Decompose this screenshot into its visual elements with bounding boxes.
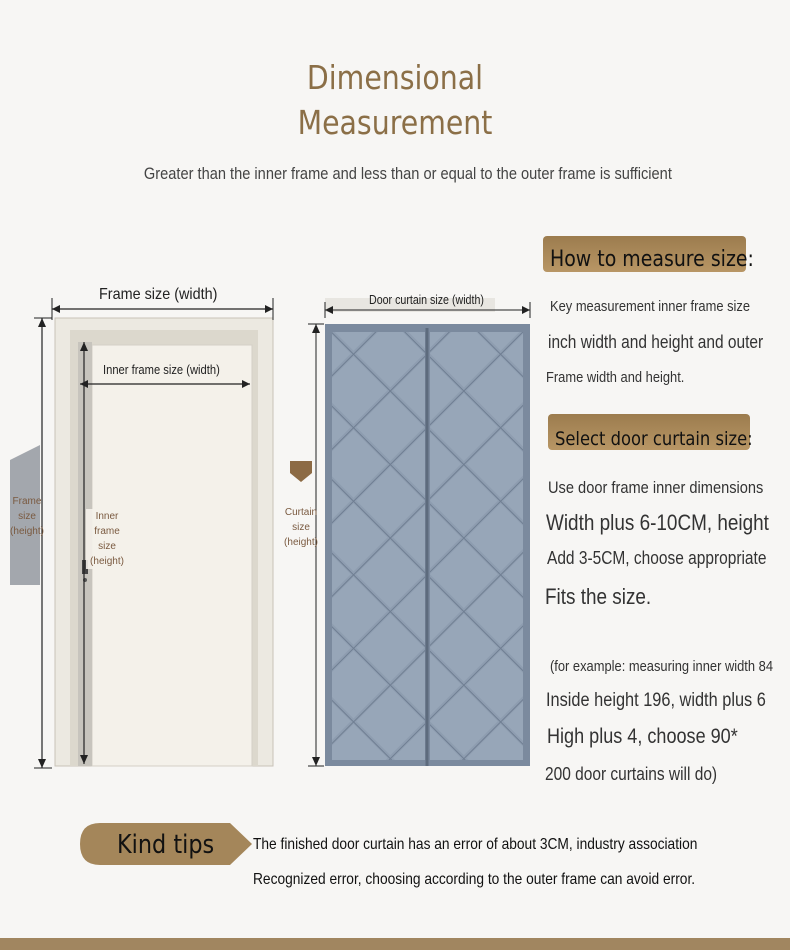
page-subtitle: Greater than the inner frame and less than or equal to the outer frame is sufficient (143, 164, 672, 183)
frame-height-label: Frame size (height) (10, 496, 44, 537)
measure-line-2: inch width and height and outer (548, 332, 764, 352)
select-line-3: Add 3-5CM, choose appropriate (547, 548, 767, 568)
select-line-1: Use door frame inner dimensions (548, 478, 764, 497)
page-title-line1: Dimensional (306, 58, 484, 97)
example-line-2: Inside height 196, width plus 6 (546, 690, 766, 711)
frame-width-label: Frame size (width) (99, 286, 218, 303)
inner-height-label: Inner frame size (height) (86, 509, 128, 569)
measure-heading: How to measure size: (550, 247, 754, 272)
curtain-right-panel (430, 332, 523, 760)
measure-line-3: Frame width and height. (546, 369, 685, 386)
curtain-height-label: Curtain size (height) (284, 507, 318, 548)
curtain-width-label: Door curtain size (width) (369, 292, 484, 307)
tips-line-2: Recognized error, choosing according to the outer frame can avoid error. (253, 871, 696, 888)
page-title-line2: Measurement (297, 103, 493, 142)
example-line-3: High plus 4, choose 90* (547, 725, 738, 748)
example-line-1: (for example: measuring inner width 84 (550, 658, 773, 675)
curtain-left-panel (332, 332, 425, 760)
bottom-bar (0, 938, 790, 950)
select-line-4: Fits the size. (545, 584, 652, 609)
measure-line-1: Key measurement inner frame size (550, 298, 751, 315)
tips-label: Kind tips (117, 830, 215, 860)
select-line-2: Width plus 6-10CM, height (546, 510, 769, 535)
curtain-tag (290, 461, 312, 482)
tips-line-1: The finished door curtain has an error of about 3CM, industry association (253, 836, 698, 853)
example-line-4: 200 door curtains will do) (545, 764, 718, 784)
inner-width-label: Inner frame size (width) (103, 362, 220, 377)
select-heading: Select door curtain size: (555, 428, 753, 450)
